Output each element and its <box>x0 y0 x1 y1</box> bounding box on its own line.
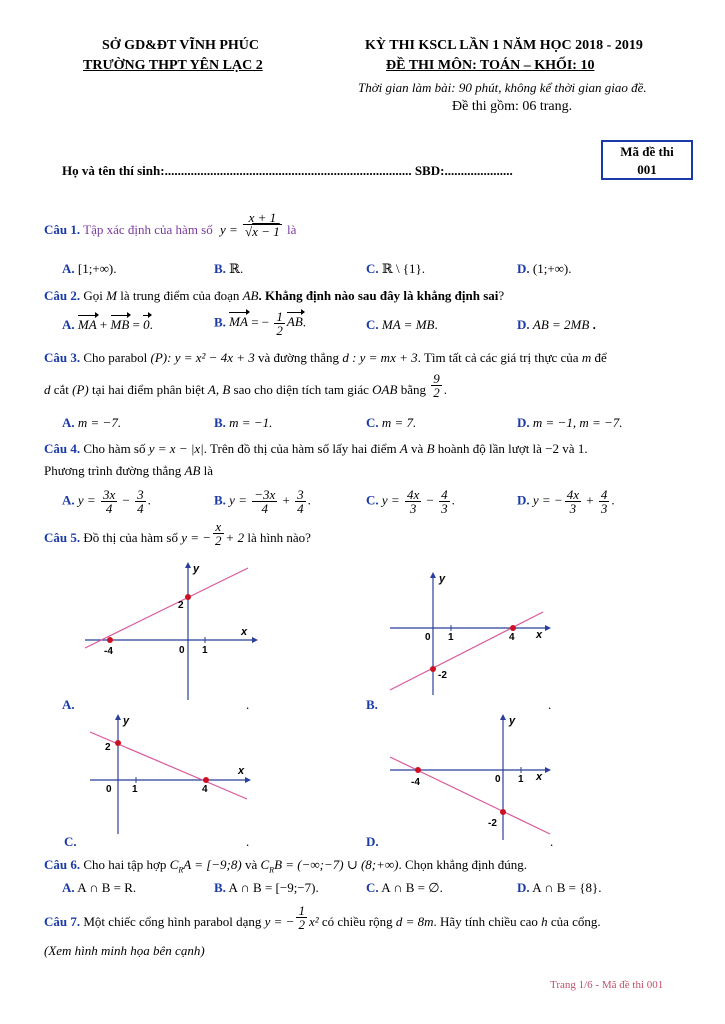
svg-text:1: 1 <box>202 645 208 656</box>
q4-option-a[interactable]: A. y = $\frac{3x}{4}$ − $\frac{3}{4}$ . <box>62 487 151 516</box>
svg-text:1: 1 <box>518 774 524 785</box>
svg-text:y: y <box>193 563 200 575</box>
q6-option-d[interactable]: D. A ∩ B = {8}. <box>517 880 602 895</box>
graph-c <box>85 712 255 837</box>
question-7: Câu 7. Một chiếc cổng hình parabol dạng y = − $\frac{1}{2}$ x² có chiều rộng d = 8m. Hãy tính chiều cao h của cổng. <box>44 902 601 932</box>
q6-option-a[interactable]: A. A ∩ B = R. <box>62 880 137 895</box>
svg-text:x: x <box>536 629 543 641</box>
svg-text:x: x <box>241 626 248 638</box>
exam-code-label: Mã đề thi <box>620 144 674 159</box>
svg-text:-2: -2 <box>488 818 497 829</box>
svg-text:-2: -2 <box>438 670 447 681</box>
page-footer: Trang 1/6 - Mã đề thi 001 <box>550 979 664 991</box>
graph-b <box>385 570 555 700</box>
svg-text:-4: -4 <box>411 777 420 788</box>
exam-subject: ĐỀ THI MÔN: TOÁN – KHỐI: 10 <box>386 58 595 73</box>
question-4-line-2: Phương trình đường thẳng AB là <box>44 463 214 478</box>
svg-text:y: y <box>123 715 130 727</box>
question-3-line-1: Câu 3. Cho parabol (P): y = x² − 4x + 3 và đường thẳng d : y = mx + 3. Tìm tất cả các giá trị thực của m để <box>44 350 607 365</box>
svg-text:y: y <box>439 573 446 585</box>
q1-tail: là <box>286 222 297 237</box>
graph-c-label[interactable]: C. <box>64 834 77 849</box>
q2-option-d[interactable]: D. AB = 2MB . <box>517 317 596 332</box>
svg-text:x: x <box>238 765 245 777</box>
q1-label: Câu 1. <box>44 222 81 237</box>
svg-text:0: 0 <box>179 645 185 656</box>
q3-option-c[interactable]: C. m = 7. <box>366 415 417 430</box>
question-2: Câu 2. Gọi M là trung điểm của đoạn AB. Khẳng định nào sau đây là khẳng định sai? <box>44 288 505 303</box>
q2-option-b[interactable]: B. MA = − $\frac{1}{2}$ AB. <box>214 309 307 338</box>
question-4-line-1: Câu 4. Cho hàm số y = x − |x|. Trên đồ thị của hàm số lấy hai điểm A và B hoành độ lần lượt là −2 và 1. <box>44 441 588 456</box>
svg-text:y: y <box>509 715 516 727</box>
svg-text:2: 2 <box>105 742 111 753</box>
exam-code-value: 001 <box>637 162 657 177</box>
graph-d <box>385 712 555 842</box>
svg-text:0: 0 <box>425 632 431 643</box>
svg-text:1: 1 <box>448 632 454 643</box>
q3-option-b[interactable]: B. m = −1. <box>214 415 273 430</box>
q1-option-c[interactable]: C. ℝ \ {1}. <box>366 261 426 276</box>
q4-option-d[interactable]: D. y = − $\frac{4x}{3}$ + $\frac{4}{3}$ . <box>517 487 615 516</box>
svg-text:0: 0 <box>106 784 112 795</box>
graph-a-label[interactable]: A. <box>62 697 75 712</box>
q3-option-a[interactable]: A. m = −7. <box>62 415 122 430</box>
svg-text:2: 2 <box>178 600 184 611</box>
svg-text:x: x <box>536 771 543 783</box>
pages-note: Đề thi gồm: 06 trang. <box>452 99 573 114</box>
graph-b-label[interactable]: B. <box>366 697 378 712</box>
q6-option-b[interactable]: B. A ∩ B = [−9;−7). <box>214 880 319 895</box>
q4-option-b[interactable]: B. y = $\frac{-3x}{4}$ + $\frac{3}{4}$ . <box>214 487 311 516</box>
q1-text: Tập xác định của hàm số <box>83 222 213 237</box>
q7-note: (Xem hình minh họa bên cạnh) <box>44 943 205 958</box>
svg-text:-4: -4 <box>104 646 113 657</box>
q6-option-c[interactable]: C. A ∩ B = ∅. <box>366 880 443 895</box>
exam-code-box <box>601 140 693 180</box>
school-name: TRƯỜNG THPT YÊN LẠC 2 <box>83 58 263 73</box>
question-5: Câu 5. Đồ thị của hàm số y = − $\frac{x}{2}$ + 2 là hình nào? <box>44 518 311 548</box>
q3-option-d[interactable]: D. m = −1, m = −7. <box>517 415 623 430</box>
student-info-line: Họ và tên thí sinh:............................................................................ SBD:..................... <box>62 163 513 178</box>
time-note: Thời gian làm bài: 90 phút, không kể thời gian giao đề. <box>358 80 647 95</box>
q1-option-d[interactable]: D. (1;+∞). <box>517 261 572 276</box>
q2-option-c[interactable]: C. MA = MB. <box>366 317 438 332</box>
graph-a <box>80 560 260 705</box>
svg-text:4: 4 <box>202 784 208 795</box>
graph-d-label[interactable]: D. <box>366 834 379 849</box>
q1-option-a[interactable]: A. [1;+∞). <box>62 261 117 276</box>
department-name: SỞ GD&ĐT VĨNH PHÚC <box>102 38 260 53</box>
q1-option-b[interactable]: B. ℝ. <box>214 261 244 276</box>
svg-text:0: 0 <box>495 774 501 785</box>
svg-text:1: 1 <box>132 784 138 795</box>
question-1: Câu 1. Tập xác định của hàm số y = $\frac{x + 1}{√x - 1}$ là <box>44 209 297 239</box>
question-3-line-2: d cắt (P) tại hai điểm phân biệt A, B sao cho diện tích tam giác OAB bằng $\frac{9}{2}$ . <box>44 370 447 400</box>
exam-title: KỲ THI KSCL LẦN 1 NĂM HỌC 2018 - 2019 <box>365 38 643 53</box>
question-6: Câu 6. Cho hai tập hợp $C_RA$ = [−9;8) và $C_RB$ = (−∞;−7) ∪ (8;+∞). Chọn khẳng định đúng. <box>44 857 528 875</box>
svg-text:4: 4 <box>509 632 515 643</box>
q2-option-a[interactable]: A. MA + MB = 0. <box>62 317 153 332</box>
q4-option-c[interactable]: C. y = $\frac{4x}{3}$ − $\frac{4}{3}$ . <box>366 487 455 516</box>
